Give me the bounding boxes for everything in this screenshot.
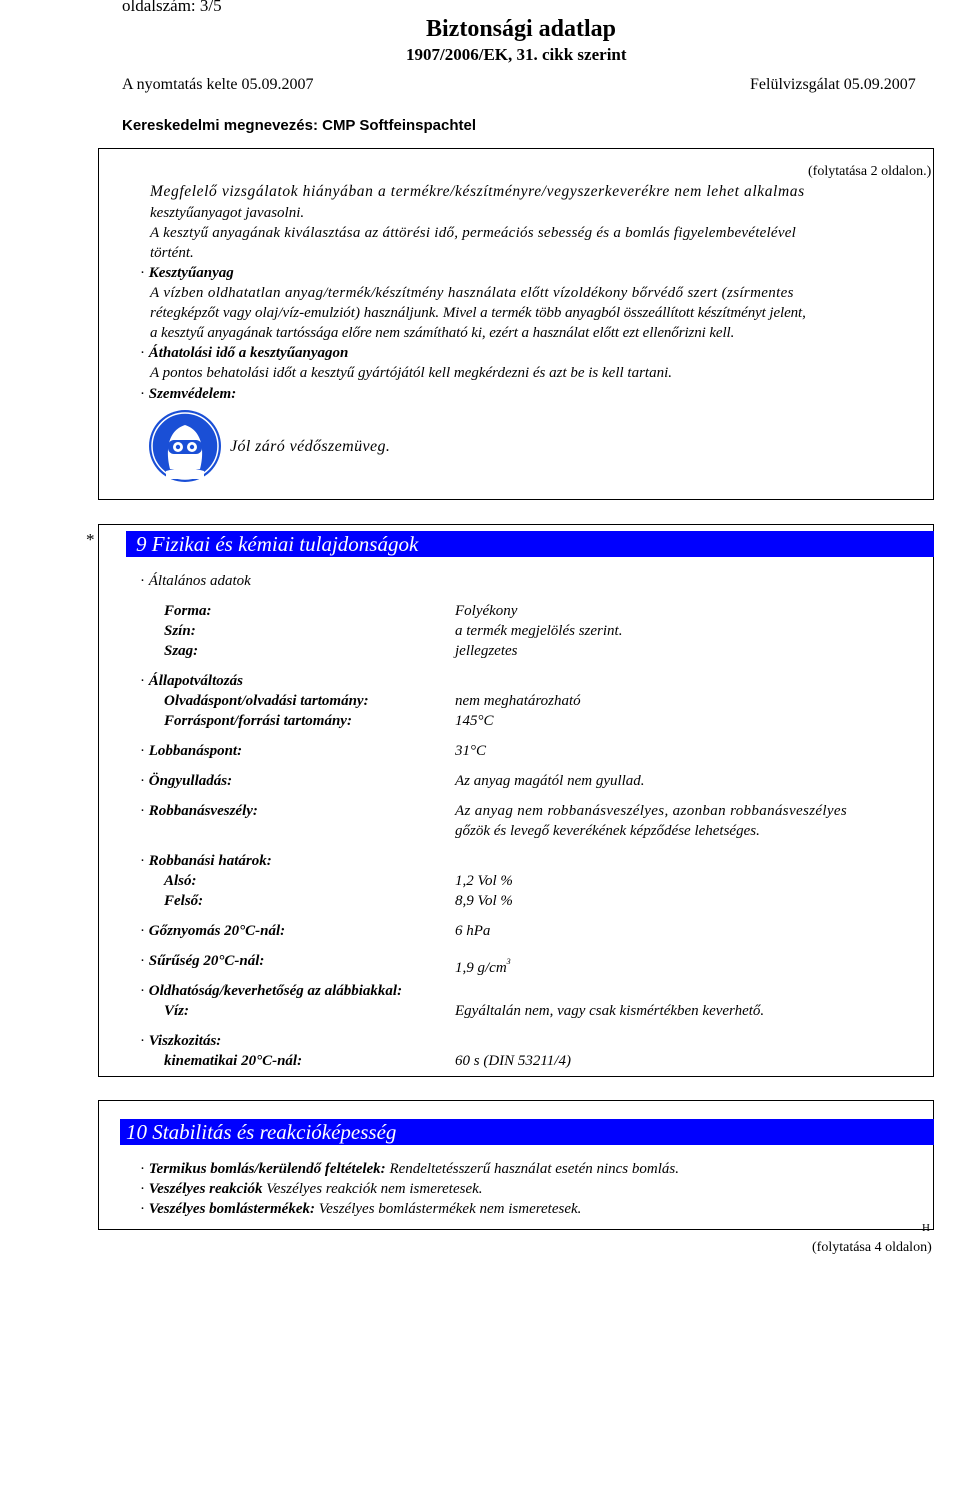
vapor-pressure-row: · Gőznyomás 20°C-nál: — [140, 923, 286, 939]
flash-point-label: Lobbanáspont: — [148, 743, 243, 759]
density-superscript: 3 — [506, 957, 511, 966]
eye-protection-title: Szemvédelem: — [148, 386, 237, 402]
vapor-pressure-label: Gőznyomás 20°C-nál: — [148, 923, 286, 939]
document-subtitle: 1907/2006/EK, 31. cikk szerint — [406, 45, 627, 64]
penetration-heading: · Áthatolási idő a kesztyűanyagon — [140, 345, 349, 361]
trade-name: Kereskedelmi megnevezés: CMP Softfeinspachtel — [122, 117, 477, 134]
viscosity-title: Viszkozitás: — [148, 1033, 222, 1049]
density-row: · Sűrűség 20°C-nál: — [140, 953, 265, 969]
melting-label: Olvadáspont/olvadási tartomány: — [164, 693, 369, 709]
form-label: Forma: — [164, 603, 212, 619]
vapor-pressure-value: 6 hPa — [455, 923, 491, 939]
upper-limit-value: 8,9 Vol % — [455, 893, 513, 909]
explosion-value: Az anyag nem robbanásveszélyes, azonban robbanásveszélyes — [455, 803, 848, 819]
text-line: A pontos behatolási időt a kesztyű gyártójától kell megkérdezni és azt be is kell tartani. — [150, 365, 673, 381]
water-value: Egyáltalán nem, vagy csak kismértékben keverhető. — [455, 1003, 765, 1019]
boiling-label: Forráspont/forrási tartomány: — [164, 713, 352, 729]
color-value: a termék megjelölés szerint. — [455, 623, 623, 639]
thermal-decomposition-value: Rendeltetésszerű használat esetén nincs bomlás. — [389, 1161, 679, 1177]
odor-value: jellegzetes — [455, 643, 518, 659]
text-line: Megfelelő vizsgálatok hiányában a termékre/készítményre/vegyszerkeverékre nem lehet alkalmas — [150, 183, 805, 200]
text-line: A kesztyű anyagának kiválasztása az áttörési idő, permeációs sebesség és a bomlás figyelembevételével — [150, 225, 797, 241]
glove-material-heading: · Kesztyűanyag — [140, 265, 234, 281]
dangerous-reactions-row: · Veszélyes reakciók Veszélyes reakciók nem ismeretesek. — [140, 1181, 483, 1197]
eye-protection-heading: · Szemvédelem: — [140, 386, 237, 402]
explosion-limits-heading: · Robbanási határok: — [140, 853, 272, 869]
section-9-title: 9 Fizikai és kémiai tulajdonságok — [126, 531, 934, 557]
solubility-heading: · Oldhatóság/keverhetőség az alábbiakkal: — [140, 983, 403, 999]
ignition-value: Az anyag magától nem gyullad. — [455, 773, 645, 789]
continuation-from: (folytatása 2 oldalon.) — [808, 164, 932, 179]
density-number: 1,9 g/cm — [455, 960, 507, 976]
flash-point-value: 31°C — [455, 743, 487, 759]
penetration-title: Áthatolási idő a kesztyűanyagon — [148, 345, 349, 361]
melting-value: nem meghatározható — [455, 693, 581, 709]
dangerous-reactions-label: Veszélyes reakciók — [148, 1181, 263, 1197]
change-marker: * — [86, 530, 95, 549]
color-label: Szín: — [164, 623, 196, 639]
odor-label: Szag: — [164, 643, 199, 659]
general-data-title: Általános adatok — [148, 573, 251, 589]
upper-limit-label: Felső: — [164, 893, 204, 909]
ignition-label: Öngyulladás: — [148, 773, 233, 789]
kinematic-value: 60 s (DIN 53211/4) — [455, 1053, 571, 1069]
explosion-value-cont: gőzök és levegő keverékének képződése lehetséges. — [455, 823, 760, 839]
text-line: A vízben oldhatatlan anyag/termék/készítmény használata előtt vízoldékony bőrvédő szert (zsírmentes — [150, 285, 794, 301]
decomposition-products-value: Veszélyes bomlástermékek nem ismeretesek. — [318, 1201, 582, 1217]
density-label: Sűrűség 20°C-nál: — [148, 953, 265, 969]
page-number: oldalszám: 3/5 — [122, 0, 222, 15]
text-fragment: Mivel a termék több anyagból összeállított készítményt jelent, — [442, 305, 806, 321]
document-title: Biztonsági adatlap — [426, 16, 617, 42]
boiling-value: 145°C — [455, 713, 494, 729]
text-line — [150, 303, 806, 323]
explosion-limits-title: Robbanási határok: — [148, 853, 272, 869]
water-label: Víz: — [164, 1003, 190, 1019]
text-line: kesztyűanyagot javasolni. — [150, 205, 305, 221]
glove-material-title: Kesztyűanyag — [148, 265, 234, 281]
explosion-row: · Robbanásveszély: — [140, 803, 258, 819]
eye-protection-text: Jól záró védőszemüveg. — [230, 438, 391, 455]
dangerous-reactions-value: Veszélyes reakciók nem ismeretesek. — [266, 1181, 483, 1197]
decomposition-products-label: Veszélyes bomlástermékek: — [148, 1201, 315, 1217]
lower-limit-label: Alsó: — [164, 873, 197, 889]
section-10-title: 10 Stabilitás és reakcióképesség — [120, 1119, 934, 1145]
text-fragment: rétegképzőt vagy olaj/víz-emulziót) használjunk. — [150, 305, 440, 321]
text-line: történt. — [150, 245, 194, 261]
general-data-heading: · Általános adatok — [140, 573, 251, 589]
state-change-title: Állapotváltozás — [148, 673, 243, 689]
thermal-decomposition-row: · Termikus bomlás/kerülendő feltételek: Rendeltetésszerű használat esetén nincs bomlás. — [140, 1161, 679, 1177]
ignition-row: · Öngyulladás: — [140, 773, 233, 789]
decomposition-products-row: · Veszélyes bomlástermékek: Veszélyes bomlástermékek nem ismeretesek. — [140, 1201, 582, 1217]
text-line: a kesztyű anyagának tartóssága előre nem számítható ki, ezért a használat előtt ezt ellenőrizni kell. — [150, 325, 735, 341]
language-code: H — [922, 1222, 930, 1234]
thermal-decomposition-label: Termikus bomlás/kerülendő feltételek: — [148, 1161, 386, 1177]
form-value: Folyékony — [455, 603, 518, 619]
print-date: A nyomtatás kelte 05.09.2007 — [122, 76, 314, 93]
density-value — [455, 952, 511, 978]
continuation-to: (folytatása 4 oldalon) — [812, 1240, 932, 1255]
viscosity-heading: · Viszkozitás: — [140, 1033, 222, 1049]
review-date: Felülvizsgálat 05.09.2007 — [750, 76, 916, 93]
flash-point-row: · Lobbanáspont: — [140, 743, 243, 759]
state-change-heading: · Állapotváltozás — [140, 673, 243, 689]
explosion-label: Robbanásveszély: — [148, 803, 258, 819]
kinematic-label: kinematikai 20°C-nál: — [164, 1053, 303, 1069]
goggles-icon — [148, 409, 222, 483]
solubility-title: Oldhatóság/keverhetőség az alábbiakkal: — [148, 983, 403, 999]
lower-limit-value: 1,2 Vol % — [455, 873, 513, 889]
